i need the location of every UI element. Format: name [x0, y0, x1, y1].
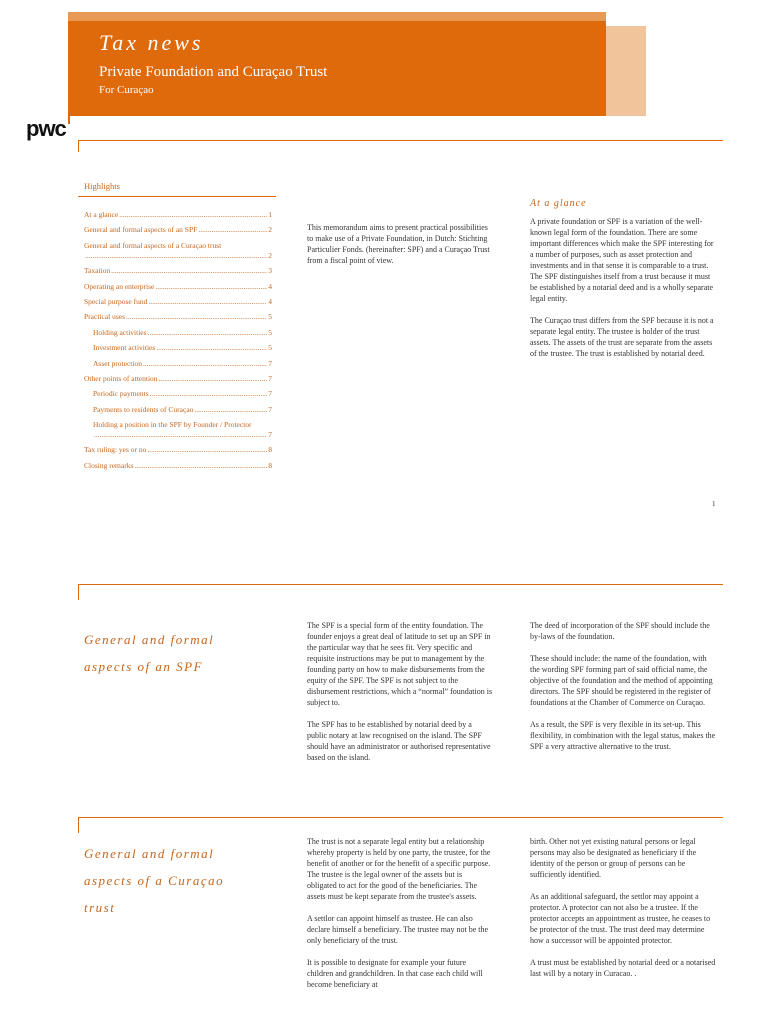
toc-item-page: 3	[268, 266, 272, 276]
toc-item[interactable]	[84, 210, 272, 220]
trust-column-1	[307, 836, 493, 1001]
toc-item-page: 7	[268, 358, 272, 368]
toc-item-label: Operating an enterprise	[84, 281, 155, 291]
toc-item-label: Practical uses	[84, 312, 126, 322]
toc-item-page: 8	[268, 460, 272, 470]
paragraph: It is possible to designate for example your future children and grandchildren. In that case each child will become beneficiary at	[307, 958, 483, 989]
pwc-logo: pwc	[26, 116, 66, 141]
at-a-glance-paragraph: The Curaçao trust differs from the SPF because it is not a separate legal entity. The trustee is holder of the trust assets. The assets of the trust are separate from the assets of the trustee. The trust is established by notarial deed.	[530, 316, 714, 358]
toc-item-page: 2	[268, 225, 272, 235]
toc-leader-dots	[134, 461, 267, 471]
toc-item-label: Closing remarks	[84, 460, 134, 470]
paragraph: A settlor can appoint himself as trustee. He can also declare himself a beneficiary. The trustee may not be the only beneficiary of the trust.	[307, 914, 489, 945]
heading-line: General and formal	[84, 846, 215, 861]
toc-item[interactable]	[84, 389, 272, 399]
toc-item[interactable]	[84, 328, 272, 338]
highlights-rule	[78, 196, 276, 197]
toc-item-page: 7	[268, 373, 272, 383]
toc-leader-dots	[156, 343, 267, 353]
section-rule	[78, 817, 723, 818]
section-rule	[78, 584, 723, 585]
toc-leader-dots	[194, 405, 267, 415]
publication-title: Tax news	[99, 30, 204, 55]
section-rule	[78, 140, 723, 141]
toc-item-label: General and formal aspects of a Curaçao trust	[84, 240, 222, 250]
toc-leader-dots	[155, 282, 267, 292]
paragraph: The deed of incorporation of the SPF should include the by-laws of the foundation.	[530, 621, 710, 641]
paragraph: A trust must be established by notarial deed or a notarised last will by a notary in Curacao. .	[530, 958, 716, 978]
trust-section-heading	[84, 840, 224, 921]
toc-item-label: Taxation	[84, 266, 111, 276]
document-region: For Curaçao	[99, 84, 154, 96]
toc-leader-dots	[147, 445, 267, 455]
toc-item-label: Asset protection	[93, 358, 142, 368]
toc-item-label: Special purpose fund	[84, 296, 148, 306]
toc-item[interactable]	[84, 225, 272, 235]
at-a-glance-heading: At a glance	[530, 198, 587, 209]
toc-item[interactable]	[84, 445, 272, 455]
highlights-heading: Highlights	[84, 181, 120, 191]
toc-item[interactable]	[84, 312, 272, 322]
toc-item-label: General and formal aspects of an SPF	[84, 225, 198, 235]
document-subtitle: Private Foundation and Curaçao Trust	[99, 64, 328, 80]
toc-leader-dots	[111, 266, 267, 276]
toc-item-page: 7	[268, 430, 272, 440]
toc-item-label: Other points of attention	[84, 373, 158, 383]
toc-leader-dots	[119, 210, 267, 220]
toc-leader-dots	[126, 312, 267, 322]
toc-item-label: Holding a position in the SPF by Founder / Protector	[93, 420, 252, 430]
toc-item-page: 7	[268, 389, 272, 399]
section-rule-tick	[78, 584, 79, 600]
toc-leader-dots	[148, 328, 268, 338]
header-shadow-block	[605, 26, 646, 116]
toc-item[interactable]	[84, 343, 272, 353]
heading-line: General and formal	[84, 632, 215, 647]
table-of-contents	[84, 210, 272, 476]
at-a-glance-paragraph: A private foundation or SPF is a variation of the well-known legal form of the foundation. There are some important differences which make the SPF interesting for a number of purposes, such as asset protection and investments and in that sense it is comparable to a trust. The SPF distinguishes itself from a trust because it must be established by a notarial deed and is a wholly separate legal entity.	[530, 217, 714, 303]
paragraph: The SPF is a special form of the entity foundation. The founder enjoys a great deal of latitude to set up an SPF in the particular way that he sees fit. Very specific and requisite instructions may be put to management by the founding party on how to make disbursements from the equity of the SPF. The SPF is not subject to the disbursement restrictions, which a “normal” foundation is subject to.	[307, 621, 493, 707]
paragraph: The SPF has to be established by notarial deed by a public notary at law recognised on the island. The SPF should have an administrator or authorised representative based on the island.	[307, 720, 491, 762]
toc-item[interactable]	[84, 420, 272, 440]
toc-item-label: Tax ruling: yes or no	[84, 445, 147, 455]
heading-line: aspects of a Curaçao	[84, 873, 225, 888]
heading-line: trust	[84, 900, 116, 915]
section-rule-tick	[78, 817, 79, 833]
section-rule-tick	[78, 140, 79, 152]
toc-leader-dots	[94, 430, 267, 440]
toc-item-page: 5	[268, 312, 272, 322]
toc-item-page: 2	[268, 250, 272, 260]
toc-item-label: At a glance	[84, 210, 119, 219]
paragraph: As a result, the SPF is very flexible in its set-up. This flexibility, in combination with the legal status, makes the SPF a very attractive alternative to the trust.	[530, 720, 716, 751]
toc-item-label: Investment activities	[93, 343, 156, 353]
trust-column-2	[530, 836, 716, 990]
toc-item[interactable]	[84, 359, 272, 369]
toc-leader-dots	[198, 225, 267, 235]
spf-section-heading	[84, 626, 214, 680]
toc-leader-dots	[159, 374, 268, 384]
toc-leader-dots	[143, 359, 267, 369]
toc-item[interactable]	[84, 266, 272, 276]
toc-item-page: 4	[268, 296, 272, 306]
toc-leader-dots	[148, 297, 267, 307]
intro-paragraph: This memorandum aims to present practical possibilities to make use of a Private Foundation, in Dutch: Stichting Particulier Fonds. (hereinafter: SPF) and a Curaçao Trust from a fiscal point of view.	[307, 223, 490, 265]
heading-line: aspects of an SPF	[84, 659, 204, 674]
toc-item[interactable]	[84, 405, 272, 415]
spf-column-2	[530, 620, 716, 763]
paragraph: The trust is not a separate legal entity but a relationship whereby property is held by one party, the trustee, for the benefit of another or for the benefit of a specific purpose. The trustee is the legal owner of the assets but is obligated to act for the good of the beneficiaries. The assets must be kept separate from the trustee's assets.	[307, 837, 491, 901]
toc-item-label: Holding activities	[93, 327, 147, 337]
toc-item-page: 5	[268, 327, 272, 337]
header-top-stripe	[68, 12, 606, 21]
at-a-glance-body	[530, 216, 715, 370]
toc-item-page: 1	[268, 210, 272, 219]
toc-item[interactable]	[84, 282, 272, 292]
paragraph: These should include: the name of the foundation, with the wording SPF forming part of said official name, the objective of the foundation and the method of appointing directors. The SPF should be registered in the register of foundations at the Chamber of Commerce on Curaçao.	[530, 654, 713, 707]
toc-item-page: 8	[268, 445, 272, 455]
logo-accent-mark	[68, 110, 70, 124]
toc-item[interactable]	[84, 461, 272, 471]
paragraph: As an additional safeguard, the settlor may appoint a protector. A protector can not also be a trustee. If the protector accepts an appointment as trustee, he ceases to be protector of the trust. The trust deed may determine how a successor will be appointed protector.	[530, 892, 711, 945]
toc-item-label: Periodic payments	[93, 389, 149, 399]
toc-item-page: 4	[268, 281, 272, 291]
toc-item[interactable]	[84, 374, 272, 384]
toc-leader-dots	[150, 389, 268, 399]
toc-item-page: 7	[268, 404, 272, 414]
paragraph: birth. Other not yet existing natural persons or legal persons may also be designated as beneficiary if the identity of the person or group of persons can be sufficiently identified.	[530, 837, 697, 879]
toc-leader-dots	[85, 251, 267, 261]
spf-column-1	[307, 620, 493, 774]
toc-item[interactable]	[84, 297, 272, 307]
page-number: 1	[712, 500, 716, 508]
toc-item-label: Payments to residents of Curaçao	[93, 404, 194, 414]
toc-item-page: 5	[268, 343, 272, 353]
toc-item[interactable]	[84, 241, 272, 261]
